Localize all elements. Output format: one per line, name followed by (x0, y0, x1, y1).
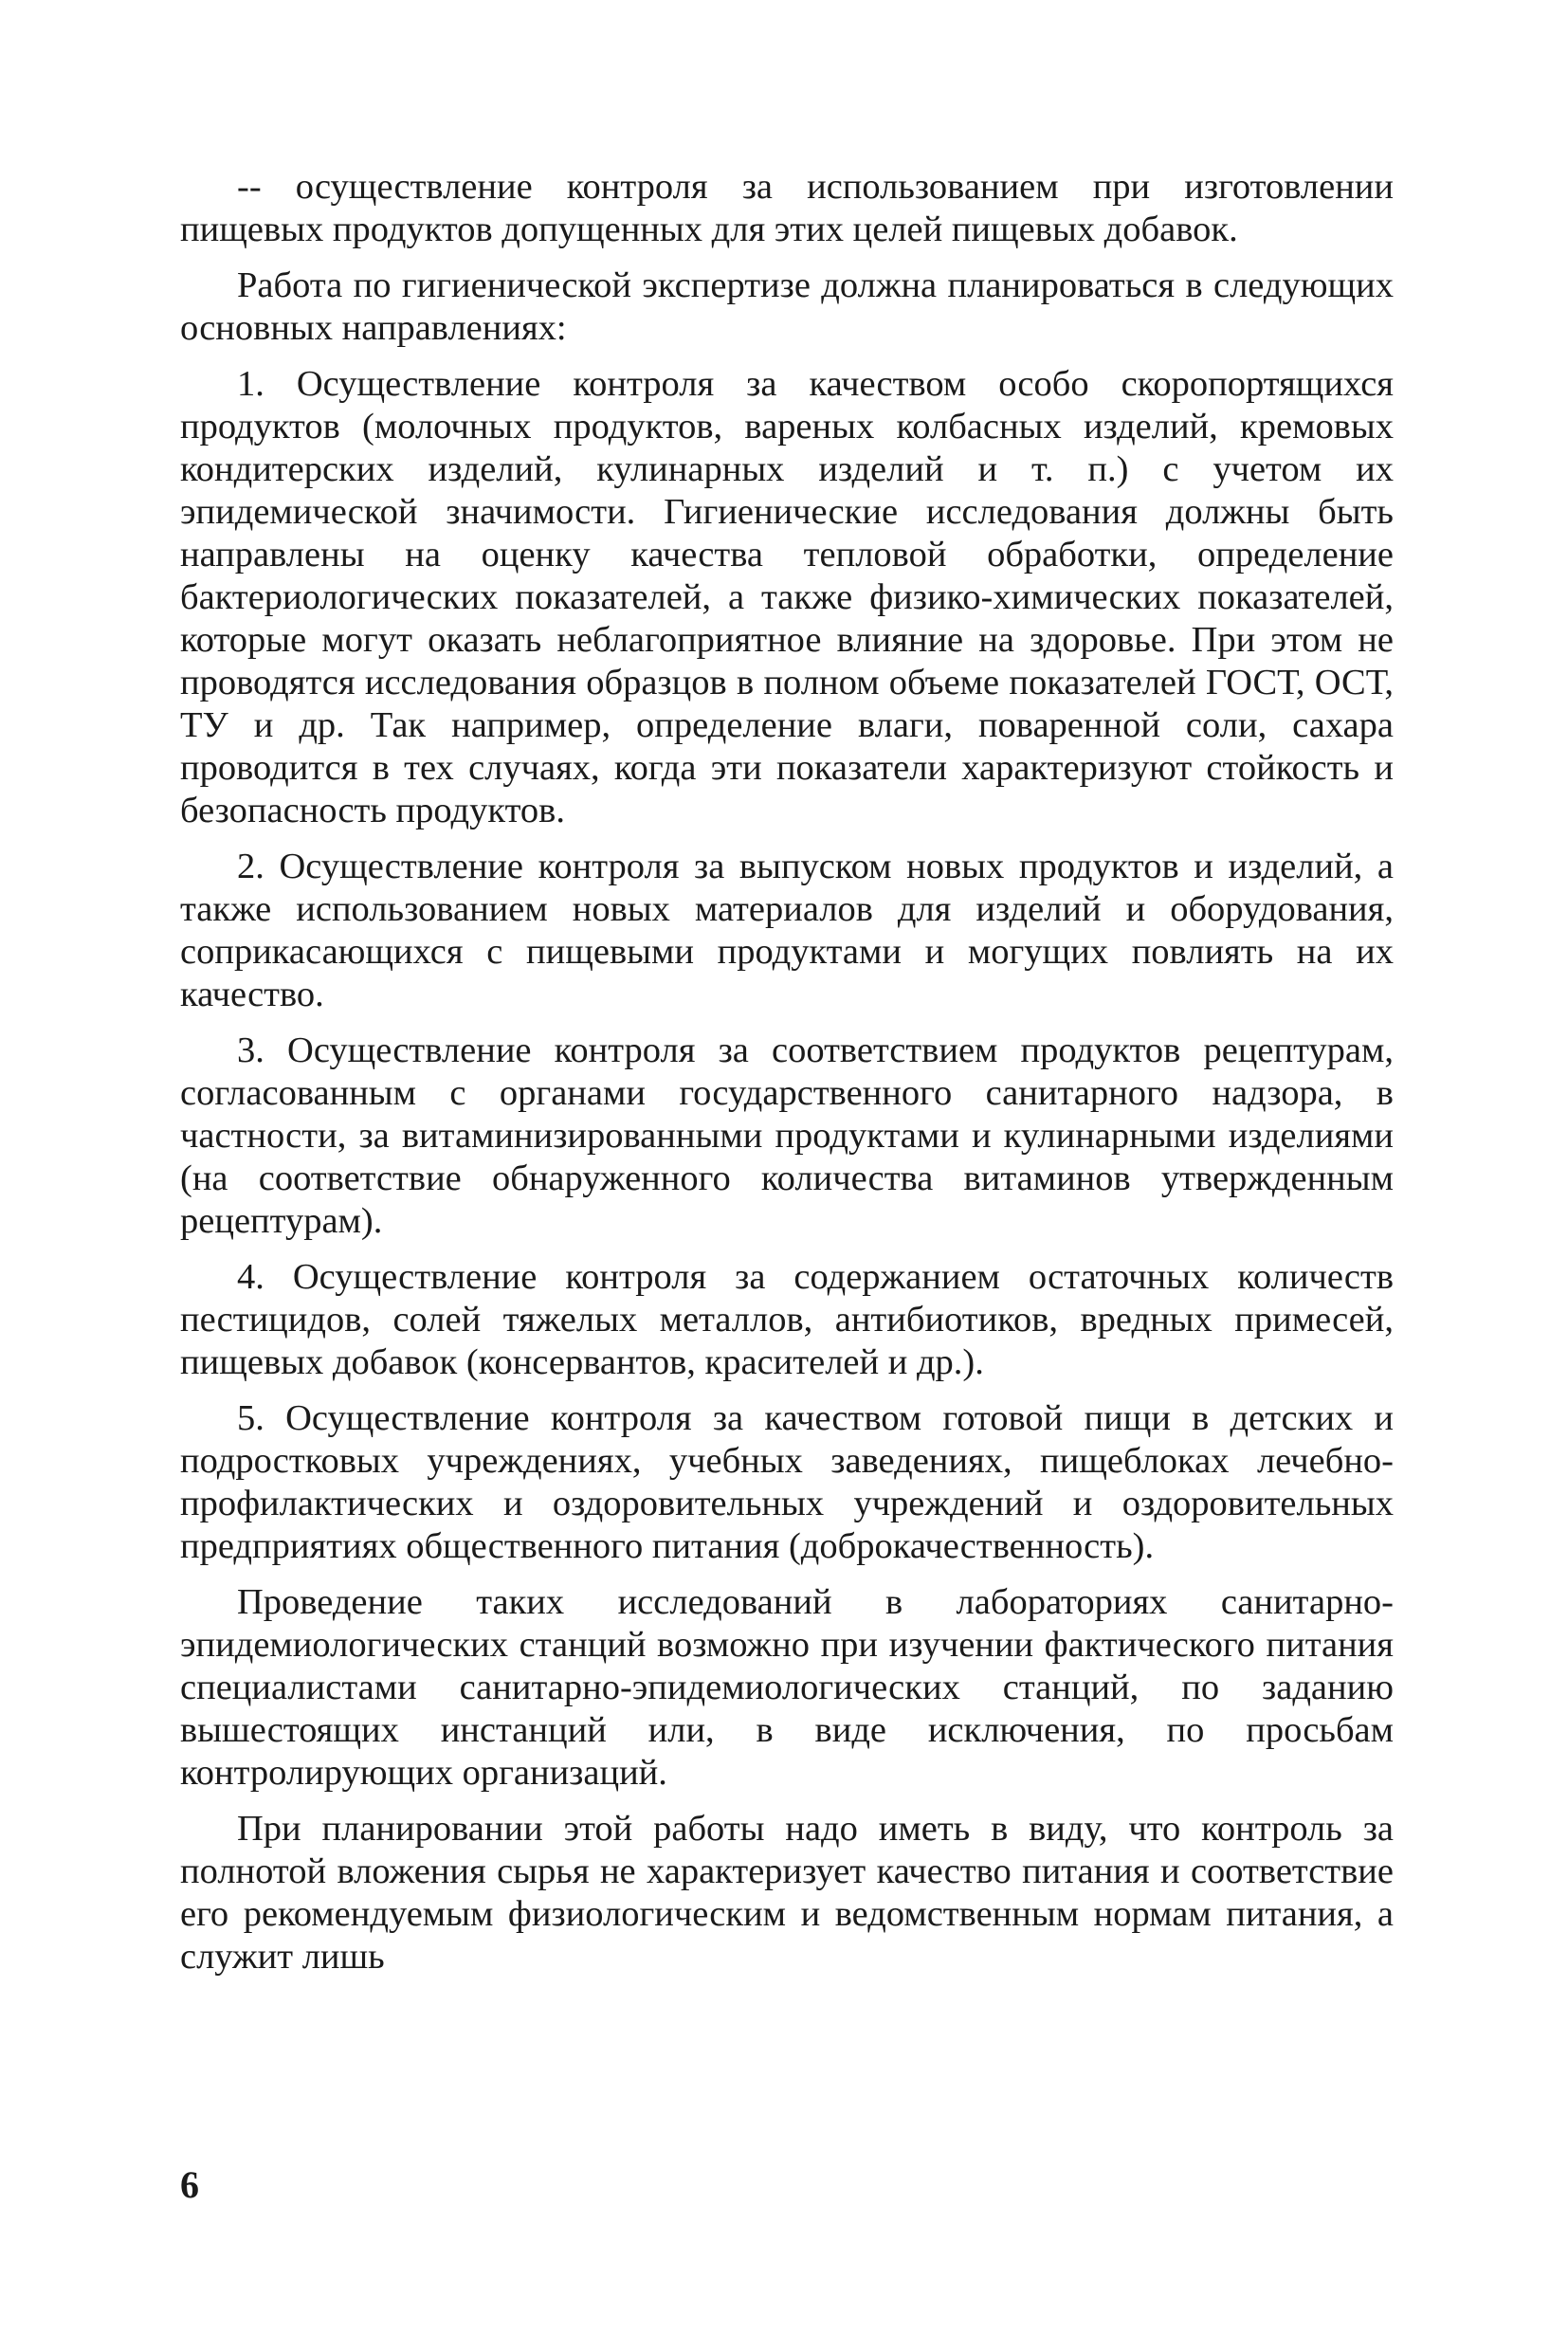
list-item-2: 2. Осуществление контроля за выпуском новых продуктов и изделий, а также использованием новых материалов для изделий и оборудования, соприкасающихся с пищевыми продуктами и могущих повлиять на их качество. (180, 847, 1394, 1014)
paragraph-research: Проведение таких исследований в лабораториях санитарно-эпидемиологических станций возможно при изучении фактического питания специалистами санитарно-эпидемиологических станций, по заданию вышестоящих инстанций или, в виде исключения, по просьбам контролирующих организаций. (180, 1582, 1394, 1793)
list-item-3: 3. Осуществление контроля за соответствием продуктов рецептурам, согласованным с органами государственного санитарного надзора, в частности, за витаминизированными продуктами и кулинарными изделиями (на соответствие обнаруженного количества витаминов утвержденным рецептурам). (180, 1030, 1394, 1241)
paragraph-directions-lead: Работа по гигиенической экспертизе должна планироваться в следующих основных направлениях: (180, 265, 1394, 348)
page-body (180, 166, 1394, 1992)
page-number: 6 (180, 2163, 199, 2206)
list-item-5: 5. Осуществление контроля за качеством готовой пищи в детских и подростковых учреждениях, учебных заведениях, пищеблоках лечебно-профилактических и оздоровительных учреждений и оздоровительных предприятиях общественного питания (доброкачественность). (180, 1398, 1394, 1566)
paragraph-intro-item: -- осуществление контроля за использованием при изготовлении пищевых продуктов допущенных для этих целей пищевых добавок. (180, 167, 1394, 249)
list-item-4: 4. Осуществление контроля за содержанием остаточных количеств пестицидов, солей тяжелых металлов, антибиотиков, вредных примесей, пищевых добавок (консервантов, красителей и др.). (180, 1257, 1394, 1382)
paragraph-planning: При планировании этой работы надо иметь в виду, что контроль за полнотой вложения сырья не характеризует качество питания и соответствие его рекомендуемым физиологическим и ведомственным нормам питания, а служит лишь (180, 1809, 1394, 1977)
list-item-1: 1. Осуществление контроля за качеством особо скоропортящихся продуктов (молочных продуктов, вареных колбасных изделий, кремовых кондитерских изделий, кулинарных изделий и т. п.) с учетом их эпидемической значимости. Гигиенические исследования должны быть направлены на оценку качества тепловой обработки, определение бактериологических показателей, а также физико-химических показателей, которые могут оказать неблагоприятное влияние на здоровье. При этом не проводятся исследования образцов в полном объеме показателей ГОСТ, ОСТ, ТУ и др. Так например, определение влаги, поваренной соли, сахара проводится в тех случаях, когда эти показатели характеризуют стойкость и безопасность продуктов. (180, 364, 1394, 830)
